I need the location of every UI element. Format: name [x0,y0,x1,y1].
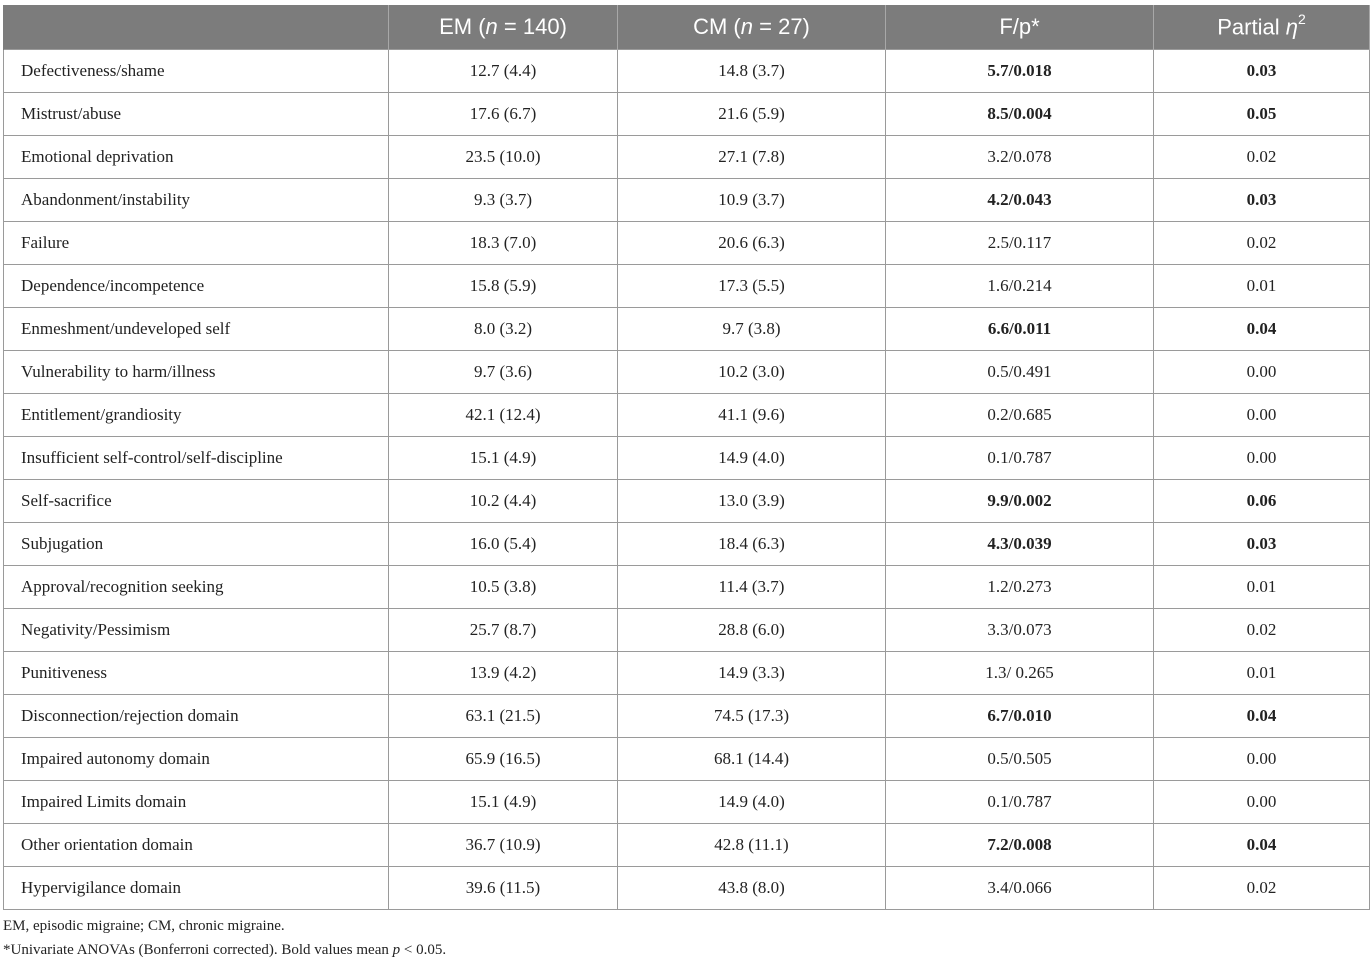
em-value: 25.7 (8.7) [389,608,618,651]
f-p-value: 3.2/0.078 [886,135,1154,178]
row-label: Failure [4,221,389,264]
partial-eta-value: 0.02 [1154,866,1370,909]
row-label: Entitlement/grandiosity [4,393,389,436]
table-header [4,5,1370,49]
partial-eta-value: 0.04 [1154,823,1370,866]
row-label: Self-sacrifice [4,479,389,522]
row-label: Subjugation [4,522,389,565]
row-label: Vulnerability to harm/illness [4,350,389,393]
f-p-value: 6.7/0.010 [886,694,1154,737]
f-p-value: 7.2/0.008 [886,823,1154,866]
em-value: 42.1 (12.4) [389,393,618,436]
table-row [4,522,1370,565]
partial-eta-value: 0.01 [1154,651,1370,694]
partial-eta-value: 0.03 [1154,178,1370,221]
row-label: Abandonment/instability [4,178,389,221]
cm-value: 17.3 (5.5) [618,264,886,307]
table-row [4,866,1370,909]
table-row [4,780,1370,823]
table-body [4,49,1370,909]
f-p-value: 0.5/0.491 [886,350,1154,393]
header-row [4,5,1370,49]
cm-value: 18.4 (6.3) [618,522,886,565]
f-p-value: 4.3/0.039 [886,522,1154,565]
f-p-value: 0.1/0.787 [886,780,1154,823]
cm-value: 41.1 (9.6) [618,393,886,436]
footnote-statistics: *Univariate ANOVAs (Bonferroni corrected). Bold values mean p < 0.05. [3,942,447,958]
cm-value: 10.9 (3.7) [618,178,886,221]
cm-value: 28.8 (6.0) [618,608,886,651]
em-value: 10.5 (3.8) [389,565,618,608]
cm-value: 14.9 (4.0) [618,436,886,479]
em-value: 9.7 (3.6) [389,350,618,393]
partial-eta-value: 0.06 [1154,479,1370,522]
partial-eta-value: 0.03 [1154,49,1370,92]
row-label: Disconnection/rejection domain [4,694,389,737]
f-p-value: 0.2/0.685 [886,393,1154,436]
cm-value: 10.2 (3.0) [618,350,886,393]
em-value: 15.1 (4.9) [389,780,618,823]
cm-value: 14.9 (3.3) [618,651,886,694]
table-row [4,393,1370,436]
em-value: 63.1 (21.5) [389,694,618,737]
row-label: Emotional deprivation [4,135,389,178]
f-p-value: 9.9/0.002 [886,479,1154,522]
row-label: Insufficient self-control/self-discipline [4,436,389,479]
cm-value: 14.9 (4.0) [618,780,886,823]
row-label: Enmeshment/undeveloped self [4,307,389,350]
row-label: Dependence/incompetence [4,264,389,307]
table-row [4,307,1370,350]
partial-eta-value: 0.00 [1154,350,1370,393]
f-p-value: 2.5/0.117 [886,221,1154,264]
f-p-value: 5.7/0.018 [886,49,1154,92]
cm-value: 21.6 (5.9) [618,92,886,135]
row-label: Other orientation domain [4,823,389,866]
f-p-value: 3.3/0.073 [886,608,1154,651]
f-p-value: 1.3/ 0.265 [886,651,1154,694]
table-row [4,608,1370,651]
em-value: 65.9 (16.5) [389,737,618,780]
table-row [4,135,1370,178]
em-value: 36.7 (10.9) [389,823,618,866]
header-fp: F/p* [886,5,1154,49]
table-row [4,479,1370,522]
cm-value: 74.5 (17.3) [618,694,886,737]
cm-value: 42.8 (11.1) [618,823,886,866]
row-label: Approval/recognition seeking [4,565,389,608]
cm-value: 9.7 (3.8) [618,307,886,350]
table-row [4,92,1370,135]
cm-value: 14.8 (3.7) [618,49,886,92]
em-value: 13.9 (4.2) [389,651,618,694]
em-value: 23.5 (10.0) [389,135,618,178]
cm-value: 11.4 (3.7) [618,565,886,608]
row-label: Impaired autonomy domain [4,737,389,780]
partial-eta-value: 0.02 [1154,221,1370,264]
f-p-value: 6.6/0.011 [886,307,1154,350]
em-value: 9.3 (3.7) [389,178,618,221]
header-cm: CM (n = 27) [618,5,886,49]
em-value: 12.7 (4.4) [389,49,618,92]
header-variable [4,5,389,49]
table-row [4,221,1370,264]
em-value: 15.1 (4.9) [389,436,618,479]
row-label: Impaired Limits domain [4,780,389,823]
f-p-value: 0.1/0.787 [886,436,1154,479]
f-p-value: 1.6/0.214 [886,264,1154,307]
cm-value: 68.1 (14.4) [618,737,886,780]
em-value: 39.6 (11.5) [389,866,618,909]
table-row [4,49,1370,92]
partial-eta-value: 0.04 [1154,307,1370,350]
f-p-value: 4.2/0.043 [886,178,1154,221]
em-value: 15.8 (5.9) [389,264,618,307]
table-row [4,264,1370,307]
partial-eta-value: 0.03 [1154,522,1370,565]
table-row [4,694,1370,737]
f-p-value: 0.5/0.505 [886,737,1154,780]
row-label: Defectiveness/shame [4,49,389,92]
header-em: EM (n = 140) [389,5,618,49]
cm-value: 20.6 (6.3) [618,221,886,264]
partial-eta-value: 0.00 [1154,780,1370,823]
f-p-value: 8.5/0.004 [886,92,1154,135]
table-row [4,178,1370,221]
header-partial-eta: Partial $\eta^2$ [1154,5,1370,49]
table-row [4,565,1370,608]
partial-eta-value: 0.02 [1154,608,1370,651]
cm-value: 13.0 (3.9) [618,479,886,522]
em-value: 17.6 (6.7) [389,92,618,135]
em-value: 18.3 (7.0) [389,221,618,264]
row-label: Hypervigilance domain [4,866,389,909]
table-row [4,737,1370,780]
partial-eta-value: 0.00 [1154,737,1370,780]
results-table [3,5,1370,910]
partial-eta-value: 0.04 [1154,694,1370,737]
em-value: 10.2 (4.4) [389,479,618,522]
partial-eta-value: 0.01 [1154,264,1370,307]
table-footnotes [3,914,446,962]
cm-value: 43.8 (8.0) [618,866,886,909]
table-row [4,436,1370,479]
row-label: Punitiveness [4,651,389,694]
partial-eta-value: 0.00 [1154,393,1370,436]
row-label: Negativity/Pessimism [4,608,389,651]
table-row [4,651,1370,694]
f-p-value: 3.4/0.066 [886,866,1154,909]
footnote-abbreviations: EM, episodic migraine; CM, chronic migraine. [3,918,285,934]
em-value: 8.0 (3.2) [389,307,618,350]
f-p-value: 1.2/0.273 [886,565,1154,608]
table-row [4,823,1370,866]
partial-eta-value: 0.01 [1154,565,1370,608]
cm-value: 27.1 (7.8) [618,135,886,178]
partial-eta-value: 0.02 [1154,135,1370,178]
partial-eta-value: 0.05 [1154,92,1370,135]
em-value: 16.0 (5.4) [389,522,618,565]
row-label: Mistrust/abuse [4,92,389,135]
table-row [4,350,1370,393]
partial-eta-value: 0.00 [1154,436,1370,479]
